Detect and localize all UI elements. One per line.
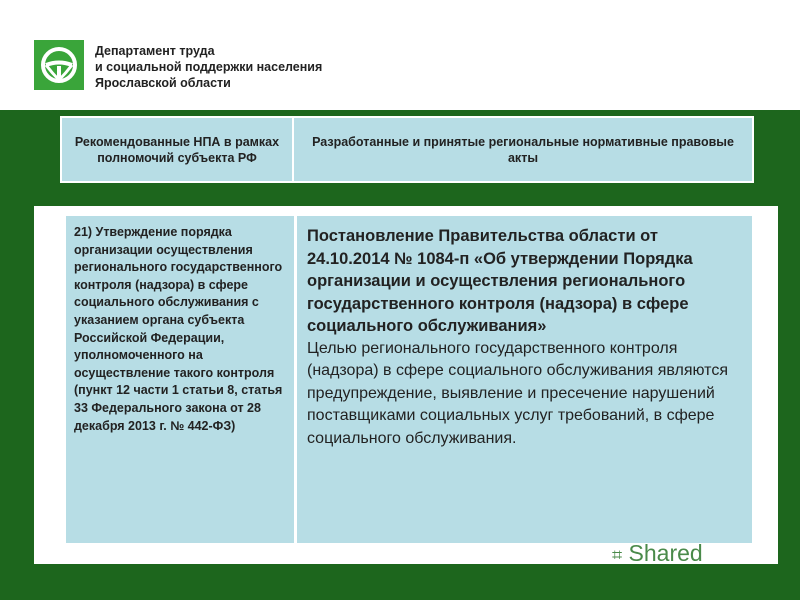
org-name-line: Ярославской области [95,76,231,90]
ruling-description: Целью регионального государственного контроля (надзора) в сфере социального обслуживания являются предупреждение, выявление и пресечение нарушений поставщиками социальных услуг требований, в сфере социального обслуживания. [307,339,728,447]
table-header [60,116,754,183]
header-cell-recommended: Рекомендованные НПА в рамках полномочий субъекта РФ [62,118,292,181]
department-logo-icon [34,40,84,90]
watermark-text: Shared [628,540,703,566]
org-name-line: и социальной поддержки населения [95,60,323,74]
ruling-title: Постановление Правительства области от 24.10.2014 № 1084-п «Об утверждении Порядка организации и осуществления регионального государственного контроля (надзора) в сфере социального обслуживания» [307,227,693,335]
recommended-act-cell: 21) Утверждение порядка организации осуществления регионального государственного контроля (надзора) в сфере социального обслуживания с указанием органа субъекта Российской Федерации, уполномоченного на осуществление такого контроля (пункт 12 части 1 статьи 8, статья 33 Федерального закона от 28 декабря 2013 г. № 442-ФЗ) [66,216,294,543]
page-header [0,0,800,110]
table-row [66,216,752,543]
watermark [612,540,703,567]
org-name-line: Департамент труда [95,44,215,58]
header-cell-adopted: Разработанные и принятые региональные нормативные правовые акты [294,118,752,181]
shared-logo-icon: ⌗ [612,545,623,565]
adopted-act-cell [297,216,752,543]
organization-name [95,43,415,91]
